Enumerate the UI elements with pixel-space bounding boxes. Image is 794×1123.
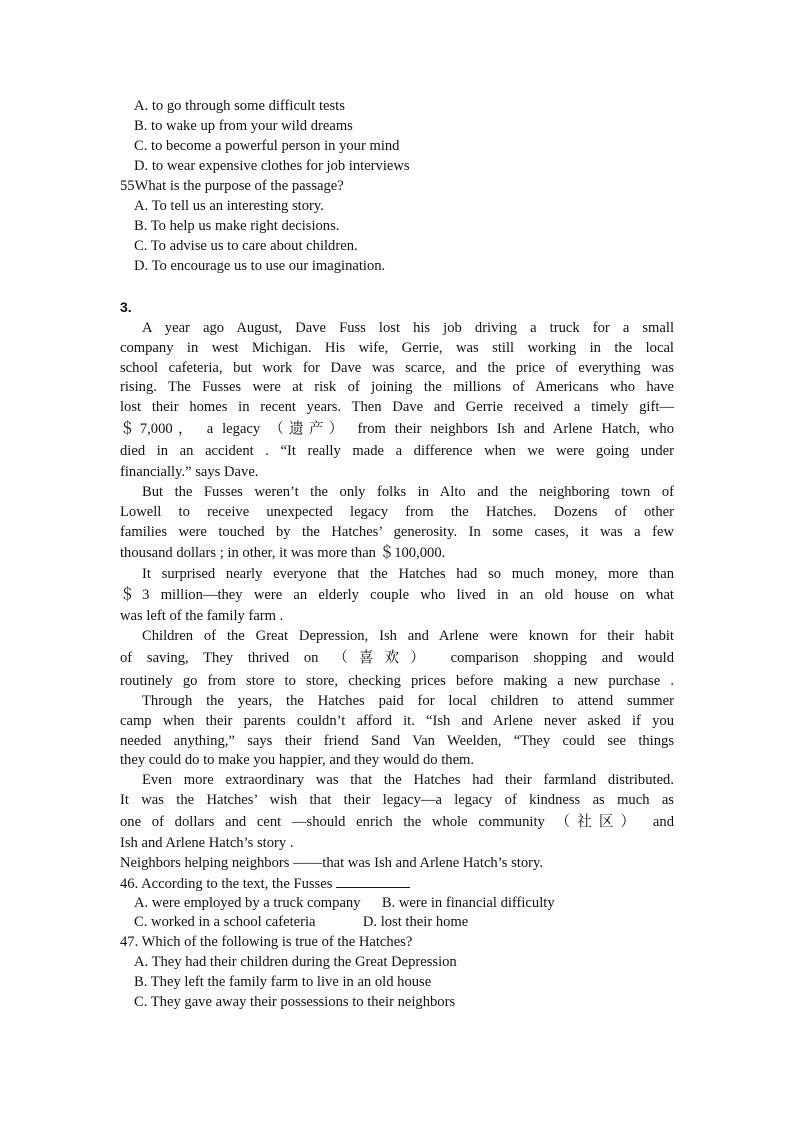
q46-option-c: C. worked in a school cafeteria xyxy=(134,914,316,930)
passage-line: rising. The Fusses were at risk of joining the millions of Americans who have xyxy=(120,379,674,395)
passage-line: families were touched by the Hatches’ generosity. In some cases, it was a few xyxy=(120,524,674,540)
q55-option-d: D. To encourage us to use our imagination. xyxy=(134,258,386,274)
passage-line: It surprised nearly everyone that the Hatches had so much money, more than xyxy=(142,566,674,582)
passage-line: lost their homes in recent years. Then Dave and Gerrie received a timely gift— xyxy=(120,399,674,415)
q46-question xyxy=(120,873,410,894)
answer-blank xyxy=(336,873,410,888)
passage-line: school cafeteria, but work for Dave was scarce, and the price of everything was xyxy=(120,360,674,376)
passage-line: camp when their parents couldn’t afford it. “Ish and Arlene never asked if you xyxy=(120,713,674,729)
passage-line: of saving, They thrived on （喜欢） comparison shopping and would xyxy=(120,650,674,666)
passage-line: was left of the family farm . xyxy=(120,608,284,624)
passage-line: ＄7,000， a legacy （遗产） from their neighbors Ish and Arlene Hatch, who xyxy=(120,421,674,437)
passage-line: It was the Hatches’ wish that their legacy—a legacy of kindness as much as xyxy=(120,792,674,808)
passage-line: died in an accident . “It really made a difference when we were going under xyxy=(120,443,674,459)
q55-option-c: C. To advise us to care about children. xyxy=(134,238,358,254)
passage-line: one of dollars and cent —should enrich the whole community （社区） and xyxy=(120,814,674,830)
passage-line: Through the years, the Hatches paid for local children to attend summer xyxy=(142,693,674,709)
q47-option-a: A. They had their children during the Great Depression xyxy=(134,954,457,970)
q55-question: 55What is the purpose of the passage? xyxy=(120,178,344,194)
q55-option-b: B. To help us make right decisions. xyxy=(134,218,340,234)
q54-option-a: A. to go through some difficult tests xyxy=(134,98,345,114)
passage-line: Lowell to receive unexpected legacy from the Hatches. Dozens of other xyxy=(120,504,674,520)
passage-line: A year ago August, Dave Fuss lost his job driving a truck for a small xyxy=(142,320,674,336)
q54-option-c: C. to become a powerful person in your mind xyxy=(134,138,400,154)
q46-option-d: D. lost their home xyxy=(362,914,469,930)
q46-option-a: A. were employed by a truck company xyxy=(134,895,361,911)
q54-option-d: D. to wear expensive clothes for job interviews xyxy=(134,158,410,174)
passage-line: thousand dollars ; in other, it was more than ＄100,000. xyxy=(120,545,446,561)
q46-options-row-1 xyxy=(134,893,555,913)
q46-option-b: B. were in financial difficulty xyxy=(381,895,555,911)
passage-line: financially.” says Dave. xyxy=(120,464,259,480)
q55-option-a: A. To tell us an interesting story. xyxy=(134,198,324,214)
passage-line: Ish and Arlene Hatch’s story . xyxy=(120,835,294,851)
q47-option-c: C. They gave away their possessions to their neighbors xyxy=(134,994,456,1010)
passage-line: needed anything,” says their friend Sand Van Weelden, “They could see things xyxy=(120,733,674,749)
passage-line: Neighbors helping neighbors ——that was Ish and Arlene Hatch’s story. xyxy=(120,855,544,871)
q46-question-text: 46. According to the text, the Fusses xyxy=(120,876,333,892)
passage-line: Children of the Great Depression, Ish and Arlene were known for their habit xyxy=(142,628,674,644)
passage-line: they could do to make you happier, and they would do them. xyxy=(120,752,475,768)
passage-line: Even more extraordinary was that the Hatches had their farmland distributed. xyxy=(142,772,674,788)
passage-line: routinely go from store to store, checking prices before making a new purchase . xyxy=(120,673,674,689)
q54-option-b: B. to wake up from your wild dreams xyxy=(134,118,353,134)
q46-options-row-2 xyxy=(134,912,468,932)
q47-option-b: B. They left the family farm to live in an old house xyxy=(134,974,432,990)
passage-line: company in west Michigan. His wife, Gerrie, was still working in the local xyxy=(120,340,674,356)
section-number: 3. xyxy=(120,299,132,315)
q47-question: 47. Which of the following is true of the Hatches? xyxy=(120,934,413,950)
passage-line: ＄3 million—they were an elderly couple who lived in an old house on what xyxy=(120,587,674,603)
passage-line: But the Fusses weren’t the only folks in Alto and the neighboring town of xyxy=(142,484,674,500)
